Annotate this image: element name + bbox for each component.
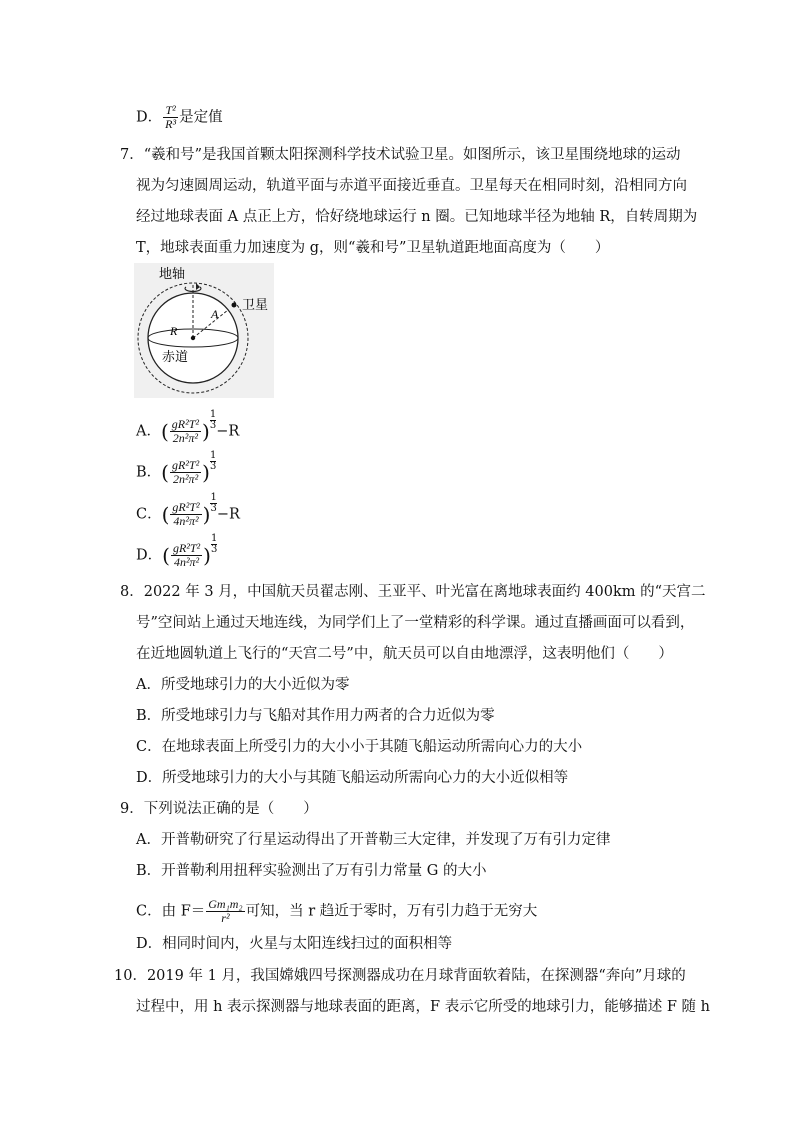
fraction — [170, 459, 201, 486]
fraction — [170, 418, 201, 445]
q9-stem: 9．下列说法正确的是（ ） — [120, 801, 318, 817]
fraction-denominator: 4n²π² — [173, 514, 199, 528]
option-text: 是定值 — [179, 109, 223, 126]
fraction — [170, 501, 201, 528]
earth-center-dot — [191, 336, 195, 340]
fraction-denominator: r² — [221, 911, 230, 925]
open-paren: ( — [161, 502, 170, 527]
option-suffix: −R — [216, 506, 240, 523]
fraction-numerator: gR²T² — [172, 541, 201, 555]
close-paren: ) — [203, 543, 211, 568]
q9-option-b: B．开普勒利用扭秤实验测出了万有引力常量 G 的大小 — [136, 863, 487, 879]
q9-option-a: A．开普勒研究了行星运动得出了开普勒三大定律，并发现了万有引力定律 — [136, 832, 611, 848]
axis-label: 地轴 — [159, 267, 186, 282]
q7-stem-line-1: 7．“羲和号”是我国首颗太阳探测科学技术试验卫星。如图所示，该卫星围绕地球的运动 — [120, 147, 681, 163]
option-label: D． — [136, 109, 163, 126]
fraction-denominator: 2n²π² — [172, 472, 199, 486]
close-paren: ) — [202, 460, 210, 485]
fraction-denominator: 2n²π² — [172, 431, 198, 445]
exponent — [211, 534, 217, 555]
q8-stem-line-3: 在近地圆轨道上飞行的“天宫二号”中，航天员可以自由地漂浮，这表明他们（ ） — [136, 646, 673, 662]
q8-option-a: A．所受地球引力的大小近似为零 — [136, 677, 350, 693]
q7-stem-line-3: 经过地球表面 A 点正上方，恰好绕地球运行 n 圈。已知地球半径为地轴 R，自转周期为 — [136, 209, 698, 225]
option-label: D． — [136, 547, 163, 564]
point-a-label: A — [211, 307, 219, 321]
fraction-denominator: 4n²π² — [173, 555, 200, 569]
q8-option-c: C．在地球表面上所受引力的大小小于其随飞船运动所需向心力的大小 — [136, 739, 583, 755]
option-prefix: C．由 F＝ — [136, 903, 206, 920]
option-label: B． — [136, 464, 162, 481]
gravity-formula-fraction — [206, 898, 244, 925]
q7-option-d — [136, 533, 218, 569]
exponent-denominator: 3 — [210, 503, 217, 514]
fraction-numerator: T² — [163, 104, 178, 118]
q7-stem-line-2: 视为匀速圆周运动，轨道平面与赤道平面接近垂直。卫星每天在相同时刻，沿相同方向 — [136, 178, 687, 194]
q8-stem-line-2: 号”空间站上通过天地连线，为同学们上了一堂精彩的科学课。通过直播画面可以看到， — [136, 615, 695, 631]
q8-option-b: B．所受地球引力与飞船对其作用力两者的合力近似为零 — [136, 708, 495, 724]
satellite-label: 卫星 — [242, 298, 269, 313]
exponent-numerator: 1 — [209, 450, 217, 461]
q10-stem-line-2: 过程中，用 h 表示探测器与地球表面的距离，F 表示它所受的地球引力，能够描述 F 随 h — [136, 999, 710, 1015]
fraction — [163, 104, 178, 131]
equator-label: 赤道 — [162, 350, 189, 365]
option-label: C． — [136, 506, 162, 523]
q7-option-b — [136, 450, 217, 486]
close-paren: ) — [202, 502, 211, 527]
radius-label: R — [170, 324, 178, 338]
fraction-numerator: gR²T² — [172, 500, 200, 514]
open-paren: ( — [162, 543, 170, 568]
q7-stem-line-4: T，地球表面重力加速度为 g，则“羲和号”卫星轨道距地面高度为（ ） — [136, 240, 610, 256]
exponent-denominator: 3 — [210, 544, 218, 555]
earth-orbit-diagram — [134, 263, 274, 398]
fraction-numerator: Gm₁m₂ — [208, 897, 243, 911]
exponent-denominator: 3 — [209, 461, 217, 472]
option-suffix: 可知，当 r 趋近于零时，万有引力趋于无穷大 — [245, 903, 538, 920]
q7-option-a — [136, 409, 240, 445]
q7-option-c — [136, 492, 240, 528]
close-paren: ) — [202, 419, 210, 444]
q8-stem-line-1: 8．2022 年 3 月，中国航天员翟志刚、王亚平、叶光富在离地球表面约 400km 的“天宫二 — [120, 584, 706, 600]
q9-option-d: D．相同时间内，火星与太阳连线扫过的面积相等 — [136, 936, 453, 952]
fraction-numerator: gR²T² — [171, 417, 199, 431]
fraction-numerator: gR²T² — [171, 458, 200, 472]
open-paren: ( — [161, 460, 169, 485]
fraction — [171, 542, 202, 569]
q6-option-d — [136, 104, 223, 131]
option-suffix: −R — [216, 423, 240, 440]
earth-orbit-svg — [134, 263, 274, 398]
q8-option-d: D．所受地球引力的大小与其随飞船运动所需向心力的大小近似相等 — [136, 770, 569, 786]
exponent — [210, 451, 216, 472]
satellite-dot — [232, 303, 237, 308]
exponent-numerator: 1 — [210, 492, 217, 503]
q9-option-c — [136, 898, 537, 925]
exponent-denominator: 3 — [209, 420, 217, 431]
exponent-numerator: 1 — [210, 533, 218, 544]
option-label: A． — [136, 423, 161, 440]
fraction-denominator: R³ — [165, 117, 177, 131]
q10-stem-line-1: 10．2019 年 1 月，我国嫦娥四号探测器成功在月球背面软着陆，在探测器“奔向”月球的 — [114, 968, 686, 984]
open-paren: ( — [160, 419, 169, 444]
exponent-numerator: 1 — [209, 409, 217, 420]
